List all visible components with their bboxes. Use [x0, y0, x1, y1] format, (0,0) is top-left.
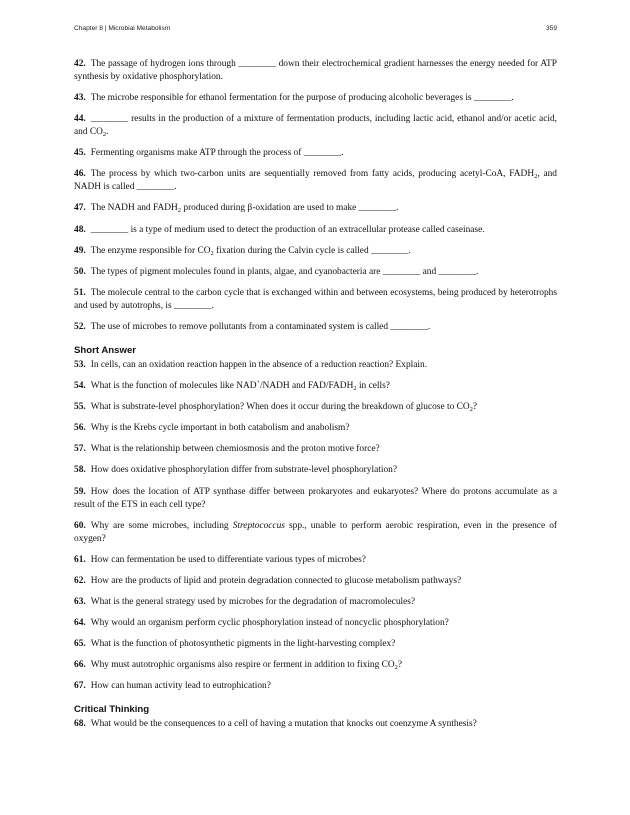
question-number: 64. [74, 617, 86, 628]
question-text: How can fermentation be used to differentiate various types of microbes? [90, 554, 366, 565]
question-text: ________ is a type of medium used to detect the production of an extracellular protease called caseinase. [90, 224, 485, 235]
question-text: What is substrate-level phosphorylation? When does it occur during the breakdown of glucose to CO [90, 402, 470, 413]
page-number: 359 [545, 25, 557, 32]
question-text: How does oxidative phosphorylation differ from substrate-level phosphorylation? [90, 465, 397, 476]
question-text: Why are some microbes, including [90, 520, 233, 531]
subscript: 2 [394, 664, 398, 672]
question-number: 66. [74, 660, 86, 671]
question-item [74, 443, 557, 456]
question-text: What is the function of molecules like NAD [90, 381, 257, 392]
question-number: 42. [74, 59, 86, 69]
question-text: Why is the Krebs cycle important in both catabolism and anabolism? [90, 423, 350, 434]
question-item [74, 380, 557, 393]
question-text: In cells, can an oxidation reaction happen in the absence of a reduction reaction? Explain. [90, 359, 428, 370]
question-number: 56. [74, 423, 86, 434]
question-item [74, 617, 557, 630]
question-item [74, 422, 557, 435]
question-number: 57. [74, 444, 86, 455]
subscript: 2 [102, 131, 107, 139]
question-item [74, 168, 557, 194]
question-text: What would be the consequences to a cell of having a mutation that knocks out coenzyme A synthesis? [90, 719, 477, 730]
question-item [74, 554, 557, 567]
question-number: 47. [74, 203, 86, 214]
short-answer-question-list [74, 359, 557, 693]
question-number: 45. [74, 148, 86, 159]
question-item [74, 520, 557, 546]
question-item [74, 659, 557, 672]
question-number: 67. [74, 681, 86, 692]
question-item [74, 359, 557, 372]
question-text: /NADH and FAD/FADH [259, 381, 354, 392]
subscript: 2 [177, 207, 182, 215]
question-item [74, 486, 557, 512]
question-text: The enzyme responsible for CO [90, 245, 211, 256]
superscript: + [256, 380, 260, 387]
question-text: The use of microbes to remove pollutants from a contaminated system is called ________. [90, 321, 431, 332]
question-item [74, 321, 557, 334]
question-number: 52. [74, 321, 86, 332]
question-number: 55. [74, 402, 86, 413]
question-text: The types of pigment molecules found in plants, algae, and cyanobacteria are ________ and ________. [90, 266, 479, 277]
question-number: 50. [74, 266, 86, 277]
question-item [74, 718, 557, 731]
critical-thinking-heading: Critical Thinking [74, 704, 150, 716]
question-item [74, 680, 557, 693]
question-item [74, 638, 557, 651]
subscript: 2 [353, 385, 357, 393]
question-text: The microbe responsible for ethanol fermentation for the purpose of producing alcoholic beverages is ________. [90, 93, 514, 104]
subscript: 2 [210, 249, 214, 257]
question-item [74, 245, 557, 258]
question-text: Why must autotrophic organisms also respire or ferment in addition to fixing CO [90, 660, 395, 671]
short-answer-heading: Short Answer [74, 344, 137, 356]
question-text: produced during β-oxidation are used to make ________. [181, 203, 399, 214]
question-number: 53. [74, 359, 86, 370]
question-number: 59. [74, 486, 86, 497]
question-number: 58. [74, 465, 86, 476]
question-item [74, 92, 557, 105]
question-text: Fermenting organisms make ATP through the process of ________. [90, 148, 344, 159]
question-number: 46. [74, 169, 86, 180]
question-text: How does the location of ATP synthase differ between prokaryotes and eukaryotes? Where do protons accumulate as a result of the ETS in each cell type? [74, 486, 557, 510]
question-number: 43. [74, 93, 86, 104]
question-text: The NADH and FADH [90, 203, 178, 214]
question-text: ? [397, 660, 403, 671]
question-item [74, 147, 557, 160]
question-item [74, 464, 557, 477]
question-number: 51. [74, 287, 86, 298]
question-text: How are the products of lipid and protein degradation connected to glucose metabolism pathways? [90, 575, 462, 586]
question-number: 60. [74, 520, 86, 531]
question-item [74, 401, 557, 414]
question-text: What is the relationship between chemiosmosis and the proton motive force? [90, 444, 380, 455]
question-item [74, 113, 557, 139]
critical-thinking-question-list [74, 718, 557, 731]
chapter-title: Chapter 8 | Microbial Metabolism [74, 25, 171, 32]
question-number: 65. [74, 639, 86, 650]
subscript: 2 [469, 406, 473, 414]
question-item [74, 596, 557, 609]
question-item [74, 58, 557, 84]
question-text: The molecule central to the carbon cycle that is exchanged within and between ecosystems, being produced by heterotrophs and used by autotrophs, is ________. [74, 287, 557, 311]
question-text: . [106, 127, 109, 138]
question-text: fixation during the Calvin cycle is called ________. [213, 245, 411, 256]
question-item [74, 266, 557, 279]
subscript: 2 [534, 173, 538, 181]
page-header [74, 25, 557, 37]
question-item [74, 287, 557, 313]
question-number: 44. [74, 114, 86, 125]
question-text: Why would an organism perform cyclic phosphorylation instead of noncyclic phosphorylation? [90, 617, 449, 628]
italic-term: Streptococcus [232, 520, 285, 531]
question-number: 49. [74, 245, 86, 256]
question-number: 54. [74, 381, 86, 392]
question-number: 61. [74, 554, 86, 565]
question-text: The process by which two-carbon units are sequentially removed from fatty acids, producing acetyl-CoA, FADH [90, 169, 535, 180]
question-item [74, 202, 557, 215]
question-number: 63. [74, 596, 86, 607]
question-number: 62. [74, 575, 86, 586]
question-item [74, 224, 557, 237]
question-text: spp., unable to perform aerobic respiration, even in the presence of oxygen? [74, 520, 558, 544]
question-text: in cells? [356, 381, 390, 392]
question-text: How can human activity lead to eutrophication? [90, 681, 271, 692]
question-number: 48. [74, 224, 86, 235]
question-number: 68. [74, 719, 86, 730]
question-text: What is the function of photosynthetic pigments in the light-harvesting complex? [90, 639, 396, 650]
question-text: The passage of hydrogen ions through ________ down their electrochemical gradient harnesses the energy needed for ATP synthesis by oxidative phosphorylation. [74, 59, 557, 82]
question-text: What is the general strategy used by microbes for the degradation of macromolecules? [90, 596, 416, 607]
question-text: , and NADH is called ________. [74, 169, 557, 193]
question-item [74, 575, 557, 588]
fill-in-question-list [74, 58, 557, 334]
question-text: ________ results in the production of a mixture of fermentation products, including lactic acid, ethanol and/or acetic acid, and CO [74, 114, 557, 138]
question-text: ? [472, 402, 478, 413]
question-content [74, 58, 557, 739]
